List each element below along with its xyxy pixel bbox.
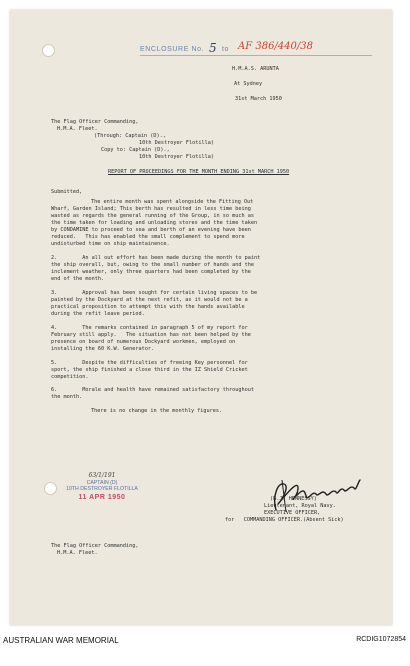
text-line: the month. (51, 394, 83, 400)
text-line: competition. (51, 374, 89, 380)
text-line: by CONDAMINE to proceed to sea and berth of an evening have been (51, 227, 251, 233)
text-line: reduced. This has enabled the small complement to spend more (51, 234, 245, 240)
punch-hole-top (42, 44, 55, 57)
text-line: February still apply. The situation has not been helped by the (51, 332, 251, 338)
text-line: end of the month. (51, 276, 105, 282)
text-line: The entire month was spent alongside the Fitting Out (91, 199, 254, 205)
stamp-line-2: 10TH DESTROYER FLOTILLA (66, 486, 138, 492)
addressee-line: 10th Destroyer Flotilla) (139, 140, 214, 146)
signatory-for-line: for COMMANDING OFFICER.(Absent Sick) (225, 517, 344, 523)
enclosure-number: 5 (209, 41, 218, 55)
text-line: 5. Despite the difficulties of freeing Key personnel for (51, 360, 248, 366)
cc-addressee-line: The Flag Officer Commanding, (51, 543, 139, 549)
text-line: during the refit leave period. (51, 311, 145, 317)
footer-institution: AUSTRALIAN WAR MEMORIAL (3, 636, 119, 645)
punch-hole-bottom (44, 482, 57, 495)
enclosure-underline (140, 55, 372, 56)
signatory-rank: Lieutenant, Royal Navy. (264, 503, 336, 509)
signatory-role: EXECUTIVE OFFICER, (264, 510, 321, 516)
text-line: 6. Morale and health have remained satisfactory throughout (51, 387, 255, 393)
text-line: the time taken for loading and unloading stores and the time taken (51, 220, 258, 226)
addressee-line: H.M.A. Fleet. (57, 126, 98, 132)
salutation: Submitted, (51, 189, 83, 195)
text-line: undisturbed time on ship maintainence. (51, 241, 170, 247)
text-line: the ship overall, but, owing to the small number of hands and the (51, 262, 255, 268)
text-line: 3. Approval has been sought for certain living spaces to be (51, 290, 258, 296)
text-line: painted by the Dockyard at the next refit, as it would not be a (51, 297, 248, 303)
text-line: sport, the ship finished a close third in the IZ Shield Cricket (51, 367, 248, 373)
enclosure-label: ENCLOSURE No. (140, 46, 205, 53)
text-line: presence on board of numerous Dockyard workmen, employed on (51, 339, 236, 345)
received-stamp (62, 473, 142, 501)
text-line: installing the 60 K.W. Generator. (51, 346, 155, 352)
text-line: 4. The remarks contained in paragraph 5 of my report for (51, 325, 248, 331)
file-reference: AF 386/440/38 (238, 41, 313, 52)
letter-date: 31st March 1950 (235, 96, 282, 102)
ship-name: H.M.A.S. ARUNTA (232, 66, 279, 72)
footer-record-id: RCDIG1072854 (356, 636, 406, 643)
addressee-line: 10th Destroyer Flotilla) (139, 154, 214, 160)
text-line: practical proposition to attempt this with the hands available (51, 304, 245, 310)
enclosure-to: to (222, 46, 230, 53)
addressee-line: Copy to: Captain (D)., (101, 147, 170, 153)
location: At Sydney (234, 81, 263, 87)
stamp-handwritten-ref: 63/1/191 (88, 472, 116, 479)
text-line: inclement weather, only three quarters had been completed by the (51, 269, 251, 275)
addressee-line: (Through: Captain (D)., (94, 133, 166, 139)
closing-statement: There is no change in the monthly figures. (91, 408, 223, 414)
text-line: wasted as regards the general running of the Group, in so much as (51, 213, 255, 219)
cc-addressee-line: H.M.A. Fleet. (57, 550, 98, 556)
stamp-date: 11 APR 1950 (78, 493, 126, 501)
enclosure-stamp (140, 41, 372, 57)
report-title: REPORT OF PROCEEDINGS FOR THE MONTH ENDING 31st MARCH 1950 (108, 169, 290, 175)
signatory-name: (B.J. HENNESSY) (270, 496, 317, 502)
text-line: 2. An all out effort has been made during the month to paint (51, 255, 261, 261)
addressee-line: The Flag Officer Commanding, (51, 119, 139, 125)
document-page (10, 10, 392, 625)
stamp-line-1: CAPTAIN (D) (86, 479, 118, 486)
text-line: Wharf, Garden Island; This berth has resulted in less time being (51, 206, 251, 212)
